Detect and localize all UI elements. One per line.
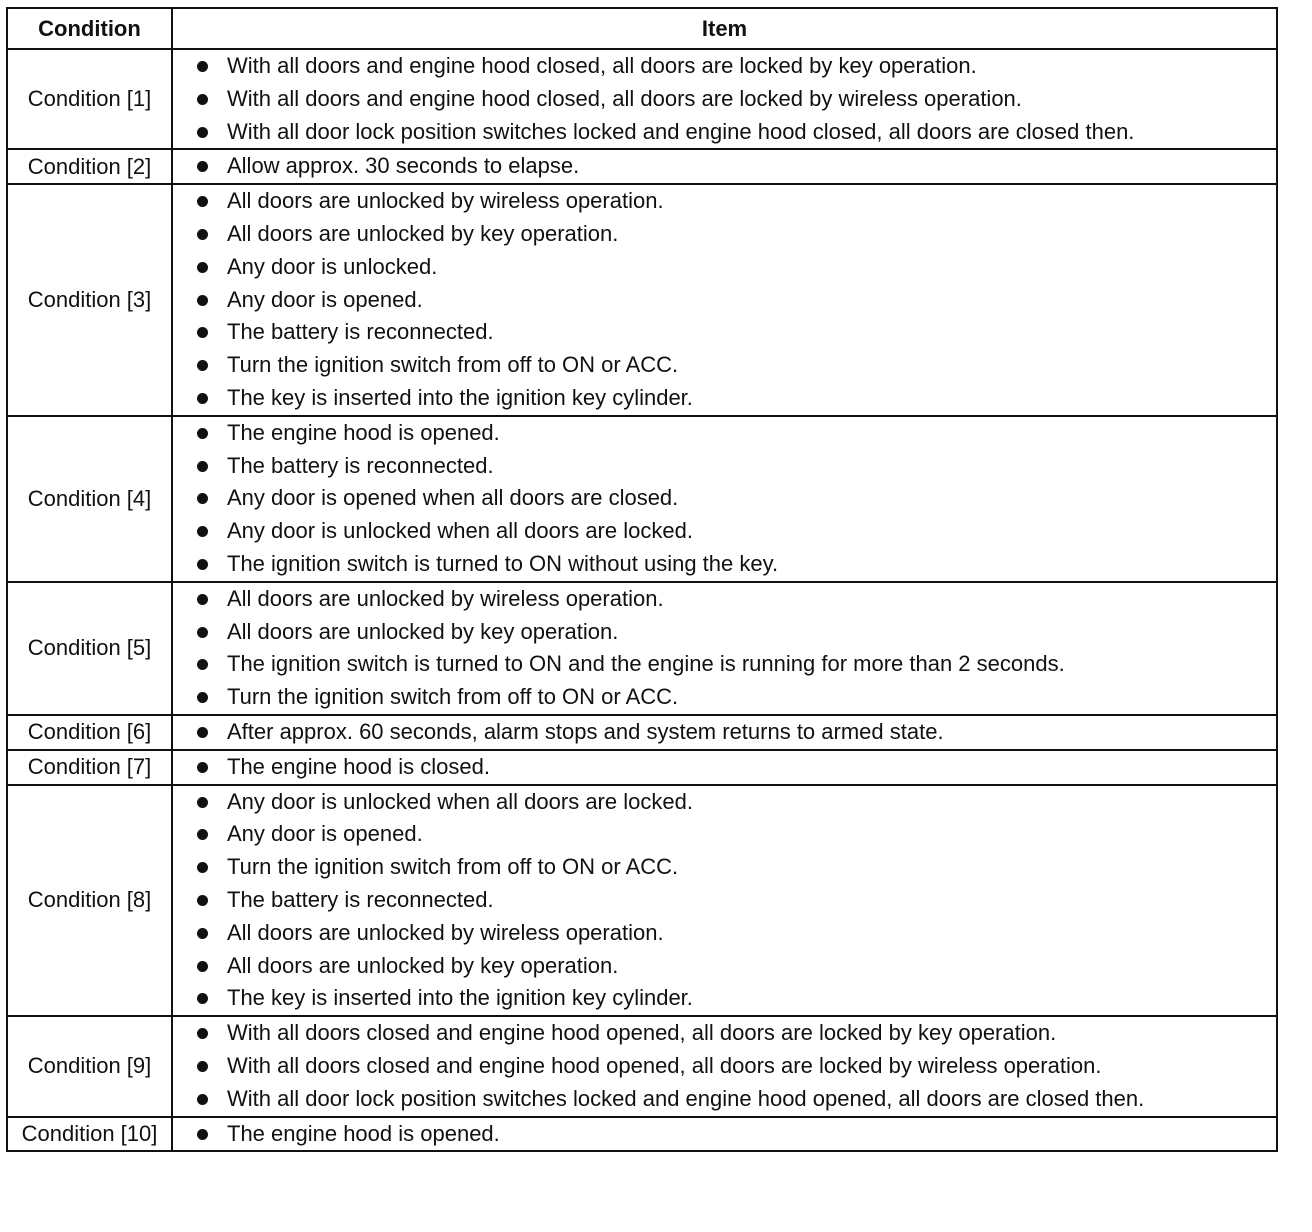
list-item (173, 482, 1276, 515)
bullet-icon (197, 559, 208, 570)
list-item (173, 548, 1276, 581)
item-list (172, 785, 1277, 1017)
bullet-icon (197, 61, 208, 72)
item-text: Allow approx. 30 seconds to elapse. (227, 153, 580, 179)
header-item: Item (172, 8, 1277, 49)
table-row (7, 715, 1277, 750)
table-row (7, 416, 1277, 582)
table-row (7, 750, 1277, 785)
bullet-icon (197, 727, 208, 738)
bullet-icon (197, 928, 208, 939)
list-item (173, 716, 1276, 749)
bullet-icon (197, 797, 208, 808)
condition-label: Condition [8] (7, 785, 172, 1017)
bullet-icon (197, 993, 208, 1004)
bullet-icon (197, 526, 208, 537)
condition-table (6, 7, 1278, 1152)
item-list (172, 1016, 1277, 1116)
item-text: Any door is opened when all doors are closed. (227, 485, 679, 511)
item-list (172, 715, 1277, 750)
item-text: With all door lock position switches locked and engine hood opened, all doors are closed then. (227, 1085, 1145, 1111)
item-text: Turn the ignition switch from off to ON or ACC. (227, 684, 679, 710)
list-item (173, 185, 1276, 218)
item-text: The ignition switch is turned to ON without using the key. (227, 550, 779, 576)
item-text: The key is inserted into the ignition key cylinder. (227, 384, 693, 410)
condition-label: Condition [7] (7, 750, 172, 785)
item-text: Any door is unlocked when all doors are locked. (227, 788, 693, 814)
bullet-icon (197, 461, 208, 472)
table-body (7, 49, 1277, 1151)
table-row (7, 582, 1277, 715)
condition-label: Condition [1] (7, 49, 172, 149)
bullet-icon (197, 161, 208, 172)
list-item (173, 83, 1276, 116)
condition-label: Condition [3] (7, 184, 172, 416)
condition-label: Condition [10] (7, 1117, 172, 1152)
bullet-icon (197, 428, 208, 439)
condition-label: Condition [5] (7, 582, 172, 715)
item-text: All doors are unlocked by wireless operation. (227, 585, 664, 611)
item-text: Any door is opened. (227, 286, 423, 312)
item-text: The ignition switch is turned to ON and the engine is running for more than 2 seconds. (227, 651, 1065, 677)
item-text: After approx. 60 seconds, alarm stops and system returns to armed state. (227, 718, 944, 744)
list-item (173, 786, 1276, 819)
table-row (7, 785, 1277, 1017)
condition-label: Condition [6] (7, 715, 172, 750)
list-item (173, 583, 1276, 616)
list-item (173, 116, 1276, 149)
item-text: Any door is opened. (227, 821, 423, 847)
item-text: The battery is reconnected. (227, 452, 494, 478)
item-text: All doors are unlocked by key operation. (227, 952, 619, 978)
item-list (172, 582, 1277, 715)
list-item (173, 1118, 1276, 1151)
item-text: With all doors closed and engine hood opened, all doors are locked by wireless operation. (227, 1052, 1102, 1078)
bullet-icon (197, 829, 208, 840)
condition-label: Condition [4] (7, 416, 172, 582)
list-item (173, 1050, 1276, 1083)
bullet-icon (197, 862, 208, 873)
item-text: With all doors and engine hood closed, all doors are locked by wireless operation. (227, 85, 1022, 111)
list-item (173, 251, 1276, 284)
item-text: All doors are unlocked by key operation. (227, 618, 619, 644)
item-list (172, 416, 1277, 582)
list-item (173, 316, 1276, 349)
list-item (173, 818, 1276, 851)
header-row (7, 8, 1277, 49)
item-text: The engine hood is opened. (227, 1120, 500, 1146)
bullet-icon (197, 94, 208, 105)
item-text: Any door is unlocked when all doors are locked. (227, 518, 693, 544)
list-item (173, 382, 1276, 415)
item-text: With all doors and engine hood closed, all doors are locked by key operation. (227, 53, 977, 78)
item-text: Turn the ignition switch from off to ON or ACC. (227, 352, 679, 378)
table-row (7, 49, 1277, 149)
bullet-icon (197, 1028, 208, 1039)
bullet-icon (197, 262, 208, 273)
table-row (7, 149, 1277, 184)
list-item (173, 50, 1276, 83)
bullet-icon (197, 627, 208, 638)
bullet-icon (197, 895, 208, 906)
item-text: Turn the ignition switch from off to ON or ACC. (227, 854, 679, 880)
list-item (173, 681, 1276, 714)
bullet-icon (197, 1129, 208, 1140)
list-item (173, 417, 1276, 450)
list-item (173, 284, 1276, 317)
item-list (172, 1117, 1277, 1152)
list-item (173, 884, 1276, 917)
list-item (173, 950, 1276, 983)
item-list (172, 184, 1277, 416)
bullet-icon (197, 196, 208, 207)
table-row (7, 184, 1277, 416)
item-text: The engine hood is closed. (227, 753, 490, 779)
item-text: All doors are unlocked by key operation. (227, 220, 619, 246)
item-text: Any door is unlocked. (227, 253, 438, 279)
item-list (172, 750, 1277, 785)
item-text: All doors are unlocked by wireless operation. (227, 919, 664, 945)
item-text: The engine hood is opened. (227, 419, 500, 445)
bullet-icon (197, 295, 208, 306)
bullet-icon (197, 229, 208, 240)
list-item (173, 982, 1276, 1015)
condition-label: Condition [9] (7, 1016, 172, 1116)
item-text: With all door lock position switches locked and engine hood closed, all doors are closed then. (227, 118, 1135, 144)
list-item (173, 450, 1276, 483)
item-list (172, 149, 1277, 184)
item-text: With all doors closed and engine hood opened, all doors are locked by key operation. (227, 1020, 1057, 1046)
list-item (173, 751, 1276, 784)
item-text: All doors are unlocked by wireless operation. (227, 188, 664, 214)
bullet-icon (197, 692, 208, 703)
table-row (7, 1117, 1277, 1152)
list-item (173, 1017, 1276, 1050)
table-row (7, 1016, 1277, 1116)
bullet-icon (197, 762, 208, 773)
condition-label: Condition [2] (7, 149, 172, 184)
list-item (173, 648, 1276, 681)
list-item (173, 515, 1276, 548)
item-text: The key is inserted into the ignition key cylinder. (227, 985, 693, 1011)
item-text: The battery is reconnected. (227, 886, 494, 912)
item-list (172, 49, 1277, 149)
bullet-icon (197, 961, 208, 972)
bullet-icon (197, 360, 208, 371)
bullet-icon (197, 127, 208, 138)
bullet-icon (197, 1061, 208, 1072)
header-condition: Condition (7, 8, 172, 49)
list-item (173, 616, 1276, 649)
bullet-icon (197, 1094, 208, 1105)
list-item (173, 150, 1276, 183)
bullet-icon (197, 327, 208, 338)
list-item (173, 851, 1276, 884)
bullet-icon (197, 659, 208, 670)
item-text: The battery is reconnected. (227, 319, 494, 345)
list-item (173, 1083, 1276, 1116)
bullet-icon (197, 393, 208, 404)
list-item (173, 349, 1276, 382)
bullet-icon (197, 493, 208, 504)
list-item (173, 218, 1276, 251)
bullet-icon (197, 594, 208, 605)
list-item (173, 917, 1276, 950)
